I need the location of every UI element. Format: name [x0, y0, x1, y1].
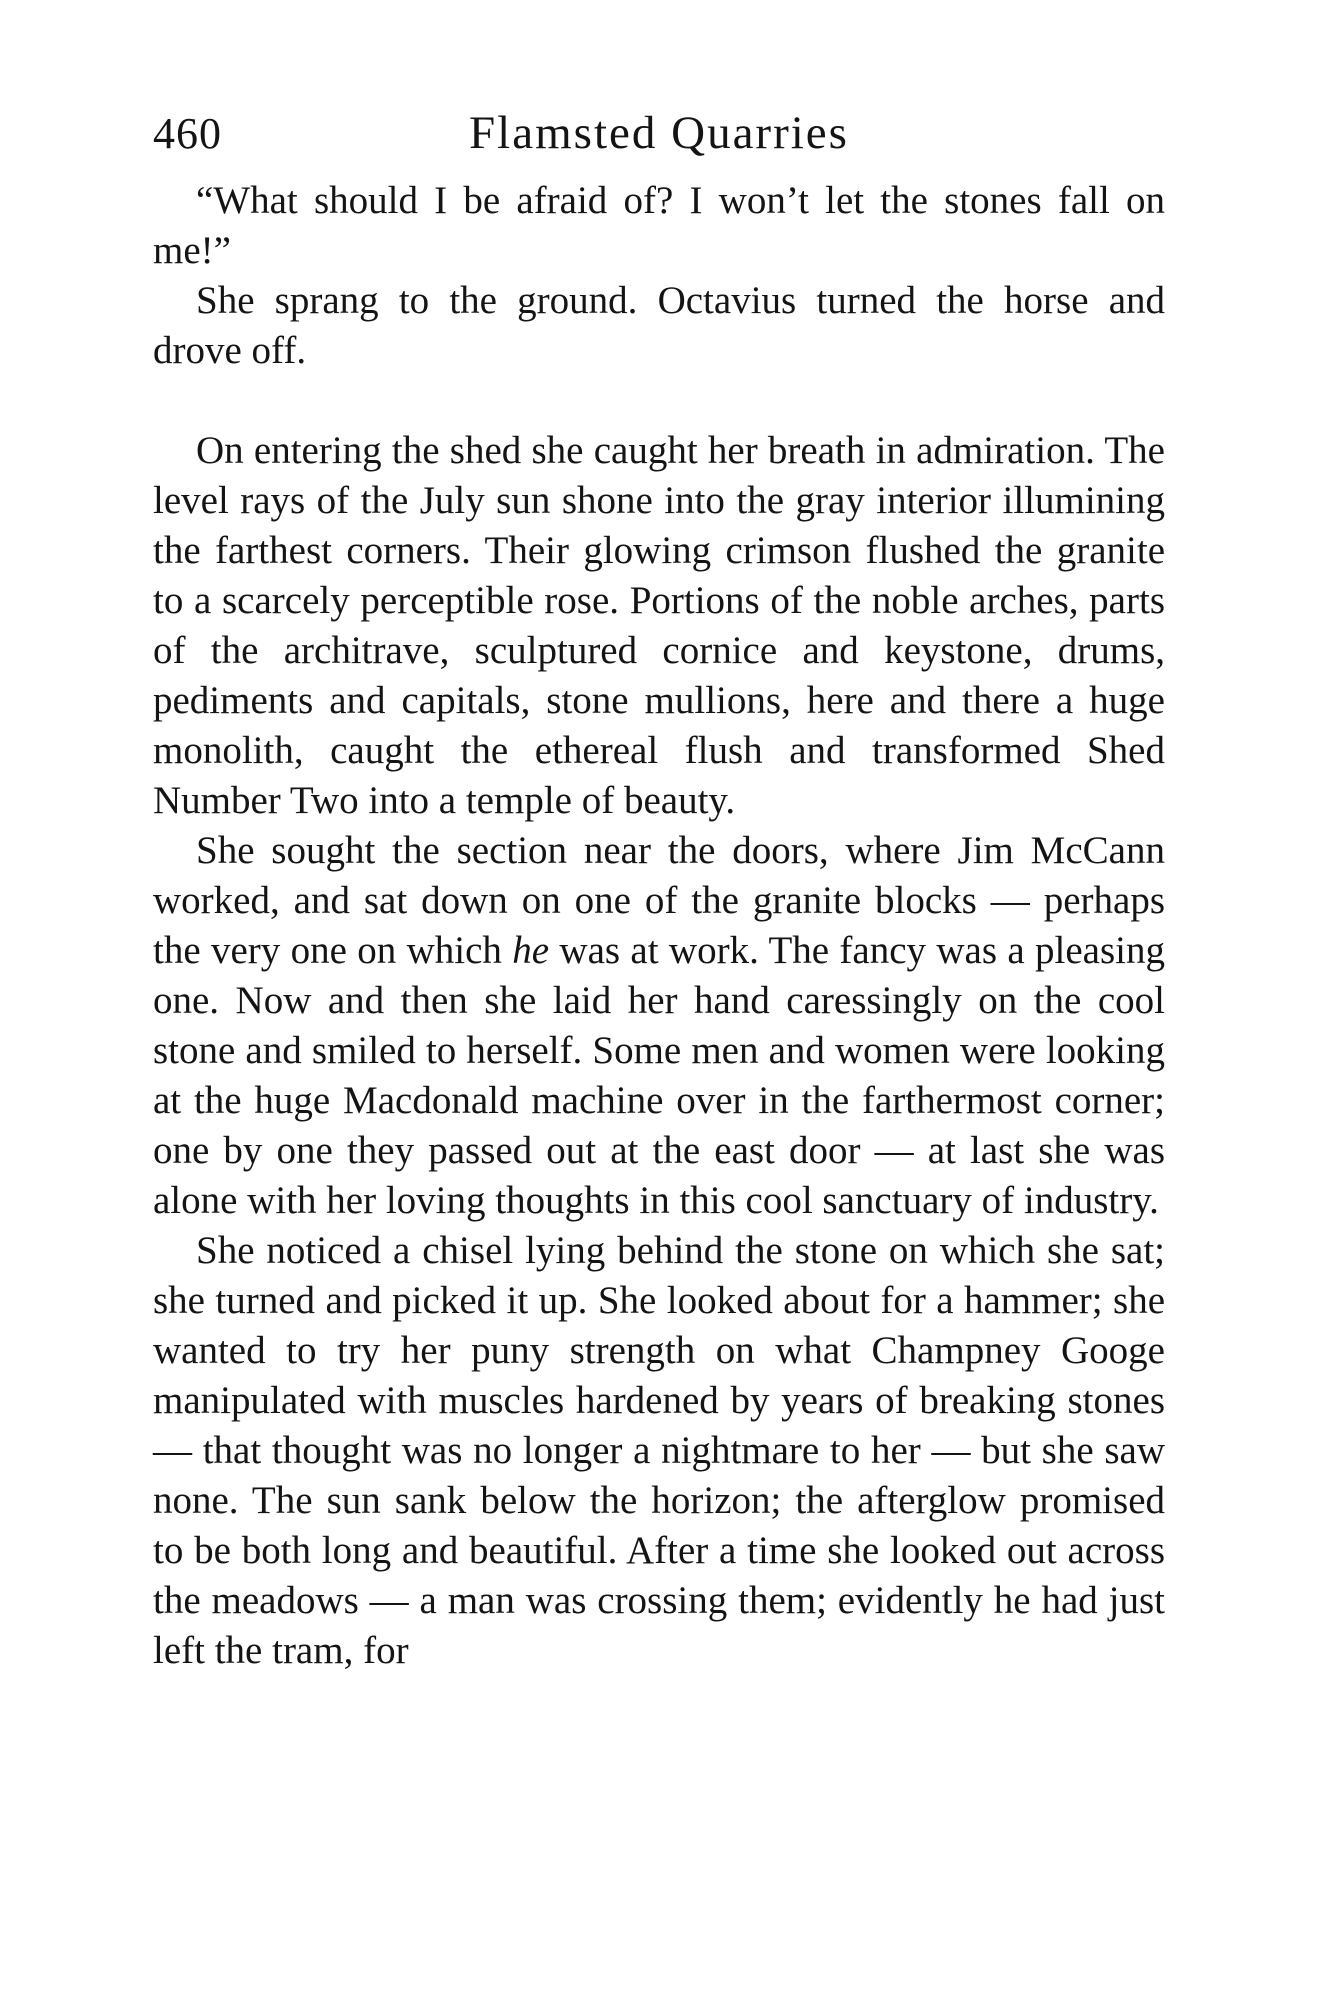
paragraph-sprang: She sprang to the ground. Octavius turned the horse and drove off. [153, 279, 1165, 372]
book-page [153, 100, 1165, 1676]
page-number: 460 [153, 109, 222, 158]
section-break [153, 376, 1165, 426]
mccann-text-start: She sought the section near the doors, where Jim McCann worked, and sat down on one of the granite blocks — perhaps the very one on which [153, 829, 1165, 972]
paragraph-mccann-section [153, 826, 1165, 1226]
paragraph-chisel: She noticed a chisel lying behind the stone on which she sat; she turned and picked it up. She looked about for a hammer; she wanted to try her puny strength on what Champney Googe manipulated with muscles hardened by years of breaking stones — that thought was no longer a nightmare to her — but she saw none. The sun sank below the horizon; the afterglow promised to be both long and beautiful. After a time she looked out across the meadows — a man was crossing them; evidently he had just left the tram, for [153, 1229, 1165, 1672]
mccann-italic-he: he [512, 929, 550, 972]
paragraph-afraid: “What should I be afraid of? I won’t let the stones fall on me!” [153, 179, 1165, 272]
running-title: Flamsted Quarries [469, 107, 849, 159]
paragraph-entering-shed: On entering the shed she caught her breath in admiration. The level rays of the July sun shone into the gray interior illumining the farthest corners. Their glowing crimson flushed the granite to a scarcely perceptible rose. Portions of the noble arches, parts of the architrave, sculptured cornice and keystone, drums, pediments and capitals, stone mullions, here and there a huge monolith, caught the ethereal flush and transformed Shed Number Two into a temple of beauty. [153, 429, 1165, 822]
mccann-text-end: was at work. The fancy was a pleasing one. Now and then she laid her hand caressingly on the cool stone and smiled to herself. Some men and women were looking at the huge Macdonald machine over in the farthermost corner; one by one they passed out at the east door — at last she was alone with her loving thoughts in this cool sanctuary of industry. [153, 929, 1165, 1222]
page-header [153, 100, 1165, 164]
